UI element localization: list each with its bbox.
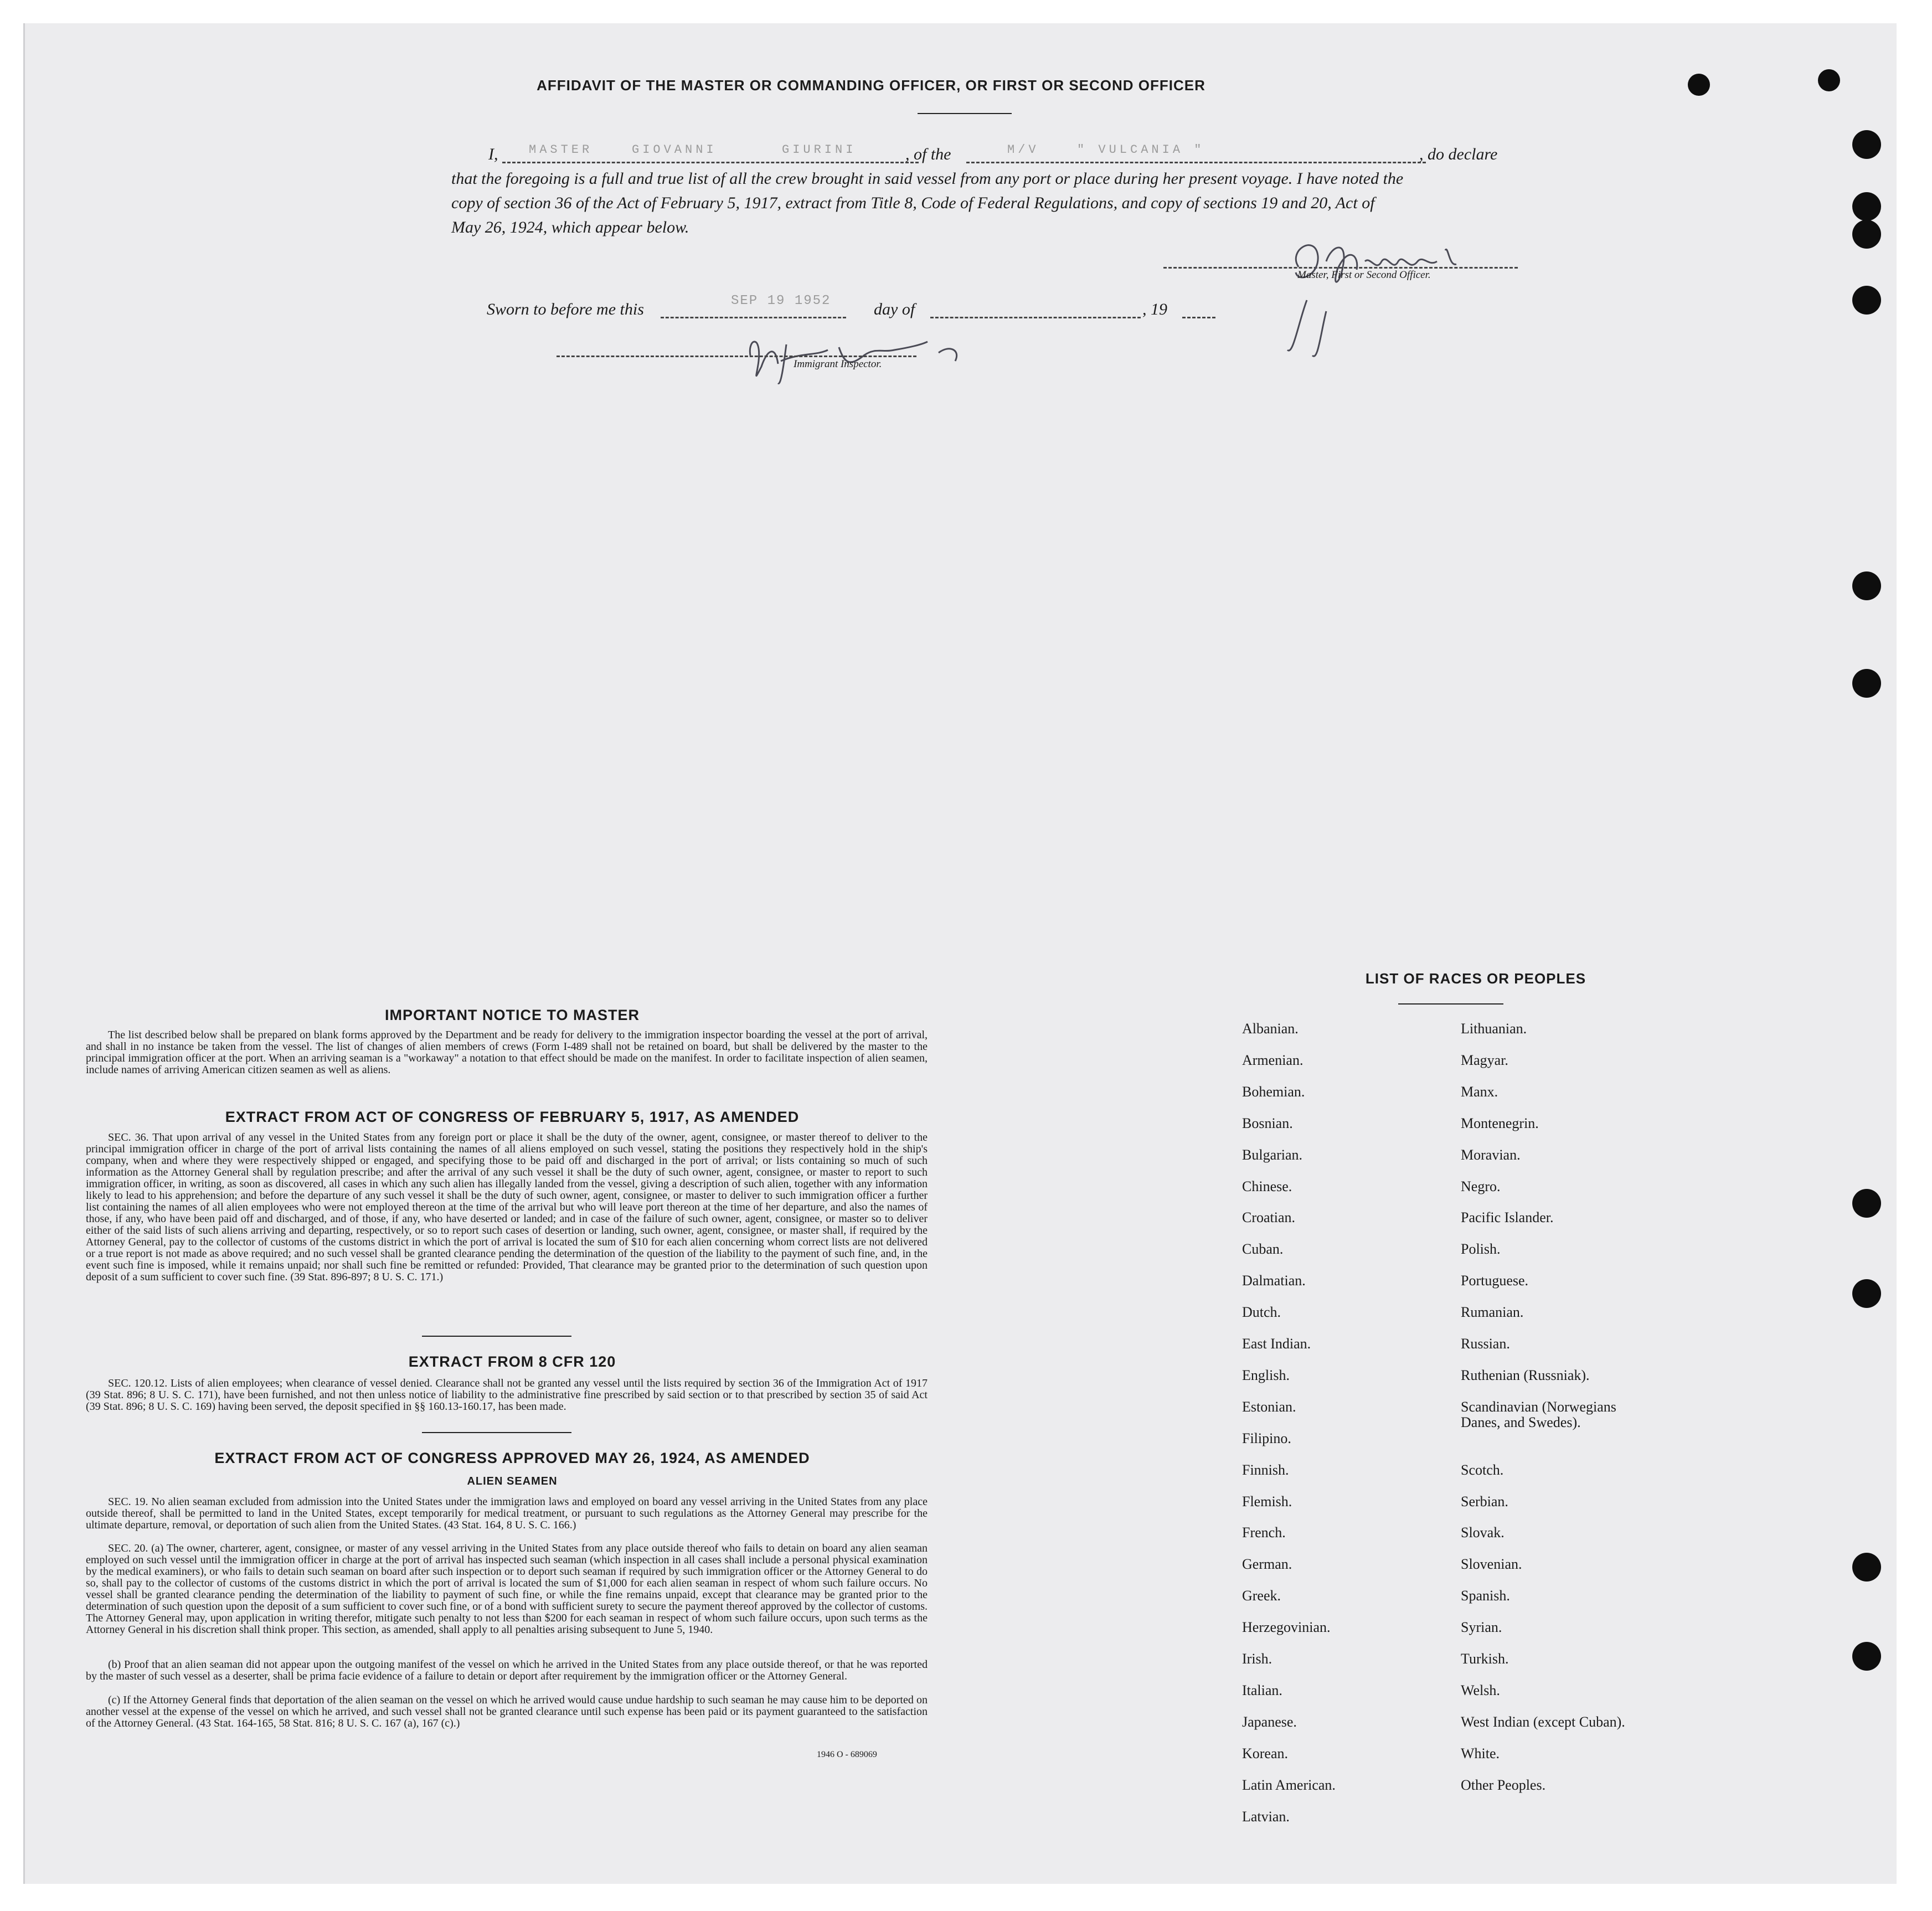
notice-title: IMPORTANT NOTICE TO MASTER xyxy=(385,1007,640,1023)
peoples-list-item: Japanese. xyxy=(1242,1714,1297,1730)
extract-1924-sec20a: SEC. 20. (a) The owner, charterer, agent, consignee, or master of any vessel arriving in the United States from any place outside thereof who fails to detain on board any alien seaman employed on such vessel until the immigration officer in charge at the port of arrival has inspected such seaman (which inspection in all cases shall include a personal physical examination by the medical examiners), or who fails to detain such seaman on board after such inspection or to deport such seaman if required by such immigration officer or the Attorney General to do so, shall pay to the collector of customs of the customs district in which the port of arrival is located the sum of $1,000 for each alien seaman in respect of whom such failure occurs. No vessel shall be granted clearance pending the determination of the liability to payment of such fine, or while the fine remains unpaid, except that clearance may be granted prior to the determination of such question upon the deposit of a sum sufficient to cover such fine, or of a bond with sufficient surety to secure the payment thereof approved by the collector of customs. The Attorney General may, upon application in writing therefor, mitigate such penalty to not less than $200 for each seaman in respect of whom such failure occurs, upon such terms as the Attorney General in his discretion shall think proper. This section, as amended, shall apply to all penalties arising subsequent to June 5, 1940. xyxy=(86,1542,928,1636)
typed-vessel-prefix: M/V xyxy=(1007,143,1039,157)
peoples-list-item: French. xyxy=(1242,1524,1286,1541)
year-label: , 19 xyxy=(1142,300,1167,318)
do-declare-label: , do declare xyxy=(1419,145,1498,163)
inspector-caption: Immigrant Inspector. xyxy=(794,358,882,370)
peoples-list-item: Scotch. xyxy=(1461,1462,1504,1478)
typed-master: MASTER xyxy=(529,143,593,157)
peoples-list-item: Latin American. xyxy=(1242,1777,1336,1793)
peoples-list-item: Portuguese. xyxy=(1461,1273,1529,1289)
peoples-list-item: Finnish. xyxy=(1242,1462,1289,1478)
extract-1924-sec19: SEC. 19. No alien seaman excluded from admission into the United States under the immigration laws and employed on board any vessel arriving in the United States from any place outside thereof, shall be permitted to land in the United States, except temporarily for medical treatment, or pursuant to such regulations as the Attorney General may prescribe for the ultimate departure, removal, or deportation of such alien from the United States. (43 Stat. 164, 8 U. S. C. 166.) xyxy=(86,1496,928,1531)
peoples-list-item: Dutch. xyxy=(1242,1304,1281,1320)
peoples-list-item: Dalmatian. xyxy=(1242,1273,1306,1289)
peoples-list-item: Other Peoples. xyxy=(1461,1777,1546,1793)
extract-1917-title: EXTRACT FROM ACT OF CONGRESS OF FEBRUARY 5, 1917, AS AMENDED xyxy=(225,1109,800,1125)
punch-hole-decoration xyxy=(1852,286,1881,315)
peoples-title: LIST OF RACES OR PEOPLES xyxy=(1365,970,1586,987)
extract-8cfr-body: SEC. 120.12. Lists of alien employees; when clearance of vessel denied. Clearance shall not be granted any vessel until the lists required by section 36 of the Immigration Act of 1917 (39 Stat. 896; 8 U. S. C. 171), have been furnished, and not then unless notice of liability to the administrative fine prescribed by said section or to that prescribed by section 35 of said Act (39 Stat. 896; 8 U. S. C. 169) having been served, the deposit specified in §§ 160.13-160.17, has been made. xyxy=(86,1377,928,1413)
peoples-list-item: Armenian. xyxy=(1242,1052,1304,1068)
peoples-list-item: Irish. xyxy=(1242,1651,1272,1667)
peoples-list-item: Korean. xyxy=(1242,1745,1289,1761)
peoples-list-item: Russian. xyxy=(1461,1336,1510,1352)
peoples-list-item: West Indian (except Cuban). xyxy=(1461,1714,1625,1730)
extract-1924-title: EXTRACT FROM ACT OF CONGRESS APPROVED MAY 26, 1924, AS AMENDED xyxy=(214,1450,810,1466)
punch-hole-decoration xyxy=(1852,192,1881,221)
peoples-list-item: Negro. xyxy=(1461,1178,1501,1194)
peoples-list-item: Welsh. xyxy=(1461,1682,1500,1698)
peoples-list-item: Rumanian. xyxy=(1461,1304,1524,1320)
peoples-list-item: Spanish. xyxy=(1461,1588,1510,1604)
peoples-list-item: Lithuanian. xyxy=(1461,1021,1527,1037)
section-divider xyxy=(422,1432,571,1433)
peoples-list-item: Turkish. xyxy=(1461,1651,1509,1667)
section-divider xyxy=(422,1336,571,1337)
peoples-divider xyxy=(1398,1003,1503,1005)
affidavit-title: AFFIDAVIT OF THE MASTER OR COMMANDING OFFICER, OR FIRST OR SECOND OFFICER xyxy=(537,77,1205,94)
peoples-list-item: Latvian. xyxy=(1242,1809,1290,1825)
peoples-list-item: German. xyxy=(1242,1556,1292,1572)
punch-hole-decoration xyxy=(1688,74,1710,96)
peoples-list-item: Slovak. xyxy=(1461,1524,1505,1541)
punch-hole-decoration xyxy=(1852,1642,1881,1671)
peoples-list-item: Serbian. xyxy=(1461,1493,1508,1510)
inspector-signature-line xyxy=(557,356,916,357)
punch-hole-decoration xyxy=(1818,69,1840,91)
punch-hole-decoration xyxy=(1852,571,1881,600)
day-of-label: day of xyxy=(874,300,915,318)
peoples-list-item: English. xyxy=(1242,1367,1290,1383)
extract-1924-sec20c: (c) If the Attorney General finds that deportation of the alien seaman on the vessel on which he arrived would cause undue hardship to such seaman he may cause him to be deported on another vessel at the expense of the vessel on which he arrived, and such vessel shall not be granted clearance until such expense has been paid or its payment guaranteed to the satisfaction of the Attorney General. (43 Stat. 164-165, 58 Stat. 816; 8 U. S. C. 167 (a), 167 (c).) xyxy=(86,1694,928,1729)
master-signature-scribble xyxy=(1265,223,1509,367)
affidavit-line-2: that the foregoing is a full and true list of all the crew brought in said vessel from any port or place during her present voyage. I have noted the xyxy=(451,169,1404,188)
peoples-list-item: Magyar. xyxy=(1461,1052,1508,1068)
month-blank xyxy=(930,317,1141,318)
punch-hole-decoration xyxy=(1852,669,1881,698)
sworn-date-stamp: SEP 19 1952 xyxy=(731,293,831,308)
peoples-list-item: Chinese. xyxy=(1242,1178,1292,1194)
peoples-list-item: Ruthenian (Russniak). xyxy=(1461,1367,1590,1383)
peoples-list-item: Filipino. xyxy=(1242,1430,1291,1446)
peoples-list-item: Montenegrin. xyxy=(1461,1115,1539,1131)
master-signature-caption: Master, First or Second Officer. xyxy=(1297,269,1431,281)
sworn-date-blank xyxy=(661,317,846,318)
peoples-list-item: Pacific Islander. xyxy=(1461,1209,1554,1225)
peoples-list-item: Estonian. xyxy=(1242,1399,1296,1415)
peoples-list-item: Cuban. xyxy=(1242,1241,1284,1257)
sworn-label: Sworn to before me this xyxy=(487,300,644,318)
punch-hole-decoration xyxy=(1852,1553,1881,1582)
punch-hole-decoration xyxy=(1852,130,1881,159)
extract-1917-body: SEC. 36. That upon arrival of any vessel in the United States from any foreign port or place it shall be the duty of the owner, agent, consignee, or master thereof to deliver to the principal immigration officer in charge of the port of arrival lists containing the names of all aliens employed on such vessel, stating the positions they respectively hold in the ship's company, when and where they were respectively shipped or engaged, and specifying those to be paid off and discharged in the port of arrival; or lists containing so much of such information as the Attorney General shall by regulation prescribe; and after the arrival of any such vessel it shall be the duty of such owner, agent, consignee, or master to report to such immigration officer, in writing, as soon as discovered, all cases in which any such alien has illegally landed from the vessel, giving a description of such alien, together with any information likely to lead to his apprehension; and before the departure of any such vessel it shall be the duty of such owner, agent, consignee, or master to deliver to such immigration officer a further list containing the names of all alien employees who were not employed thereon at the time of the arrival but who will leave port thereon at the time of her departure, and also the names of those, if any, who have been paid off and discharged, and of those, if any, who have deserted or landed; and in case of the failure of such owner, agent, consignee, or master so to deliver either of the said lists of such aliens arriving and departing, respectively, or so to report such cases of desertion or landing, such owner, agent, consignee, or master shall, if required by the Attorney General, pay to the collector of customs of the customs district in which the port of arrival is located the sum of $10 for each alien concerning whom correct lists are not delivered or a true report is not made as above required; and no such vessel shall be granted clearance pending the determination of the question of the liability to the payment of such fine, and, in the event such fine is imposed, while it remains unpaid; nor shall such fine be remitted or refunded: Provided, That clearance may be granted prior to the determination of such question upon deposit of a sum sufficient to cover such fine. (39 Stat. 896-897; 8 U. S. C. 171.) xyxy=(86,1131,928,1283)
name-blank xyxy=(502,162,919,163)
punch-hole-decoration xyxy=(1852,220,1881,249)
notice-body: The list described below shall be prepared on blank forms approved by the Department and be ready for delivery to the immigration inspector boarding the vessel at the port of arrival, and shall in no instance be taken from the vessel. The list of changes of alien members of crews (Form I-489 shall not be retained on board, but shall be delivered by the master to the principal immigration officer at the port. When an arriving seaman is a "workaway" a notation to that effect should be made on the manifest. In order to facilitate inspection of alien seamen, include names of arriving American citizen seamen as well as aliens. xyxy=(86,1029,928,1076)
print-code: 1946 O - 689069 xyxy=(817,1750,877,1759)
peoples-list-item: Syrian. xyxy=(1461,1619,1502,1635)
affidavit-line-3: copy of section 36 of the Act of February 5, 1917, extract from Title 8, Code of Federal Regulations, and copy of sections 19 and 20, Act of xyxy=(451,194,1375,212)
extract-1924-subtitle: ALIEN SEAMEN xyxy=(467,1475,558,1487)
peoples-list-item: Greek. xyxy=(1242,1588,1281,1604)
peoples-list-item: Flemish. xyxy=(1242,1493,1292,1510)
peoples-list-item: Bohemian. xyxy=(1242,1084,1305,1100)
affidavit-line-4: May 26, 1924, which appear below. xyxy=(451,218,689,236)
year-blank xyxy=(1182,317,1215,318)
title-divider xyxy=(918,113,1012,114)
peoples-list-item: Croatian. xyxy=(1242,1209,1296,1225)
peoples-list-item: Slovenian. xyxy=(1461,1556,1522,1572)
peoples-list-item: East Indian. xyxy=(1242,1336,1311,1352)
peoples-list-item: White. xyxy=(1461,1745,1500,1761)
of-the-label: , of the xyxy=(905,145,951,163)
affidavit-i-label: I, xyxy=(488,145,498,163)
peoples-list-item: Bulgarian. xyxy=(1242,1147,1303,1163)
typed-vessel-name: " VULCANIA " xyxy=(1077,143,1205,157)
peoples-list-item: Bosnian. xyxy=(1242,1115,1293,1131)
peoples-list-item: Albanian. xyxy=(1242,1021,1299,1037)
peoples-list-item: Moravian. xyxy=(1461,1147,1521,1163)
peoples-list-item: Manx. xyxy=(1461,1084,1498,1100)
peoples-list-item: Scandinavian (Norwegians Danes, and Swedes). xyxy=(1461,1399,1616,1430)
peoples-list-item: Herzegovinian. xyxy=(1242,1619,1331,1635)
punch-hole-decoration xyxy=(1852,1189,1881,1218)
extract-1924-sec20b: (b) Proof that an alien seaman did not appear upon the outgoing manifest of the vessel on which he arrived in the United States from any place outside thereof, or that he was reported by the master of such vessel as a deserter, shall be prima facie evidence of a failure to detain or deport after requirement by the immigration officer or the Attorney General. xyxy=(86,1658,928,1682)
extract-8cfr-title: EXTRACT FROM 8 CFR 120 xyxy=(408,1353,616,1370)
punch-hole-decoration xyxy=(1852,1279,1881,1308)
peoples-list-item: Polish. xyxy=(1461,1241,1501,1257)
peoples-list-item: Italian. xyxy=(1242,1682,1282,1698)
typed-surname: GIURINI xyxy=(782,143,857,157)
typed-given-name: GIOVANNI xyxy=(632,143,717,157)
vessel-blank xyxy=(966,162,1426,163)
document-page xyxy=(23,23,1897,1884)
